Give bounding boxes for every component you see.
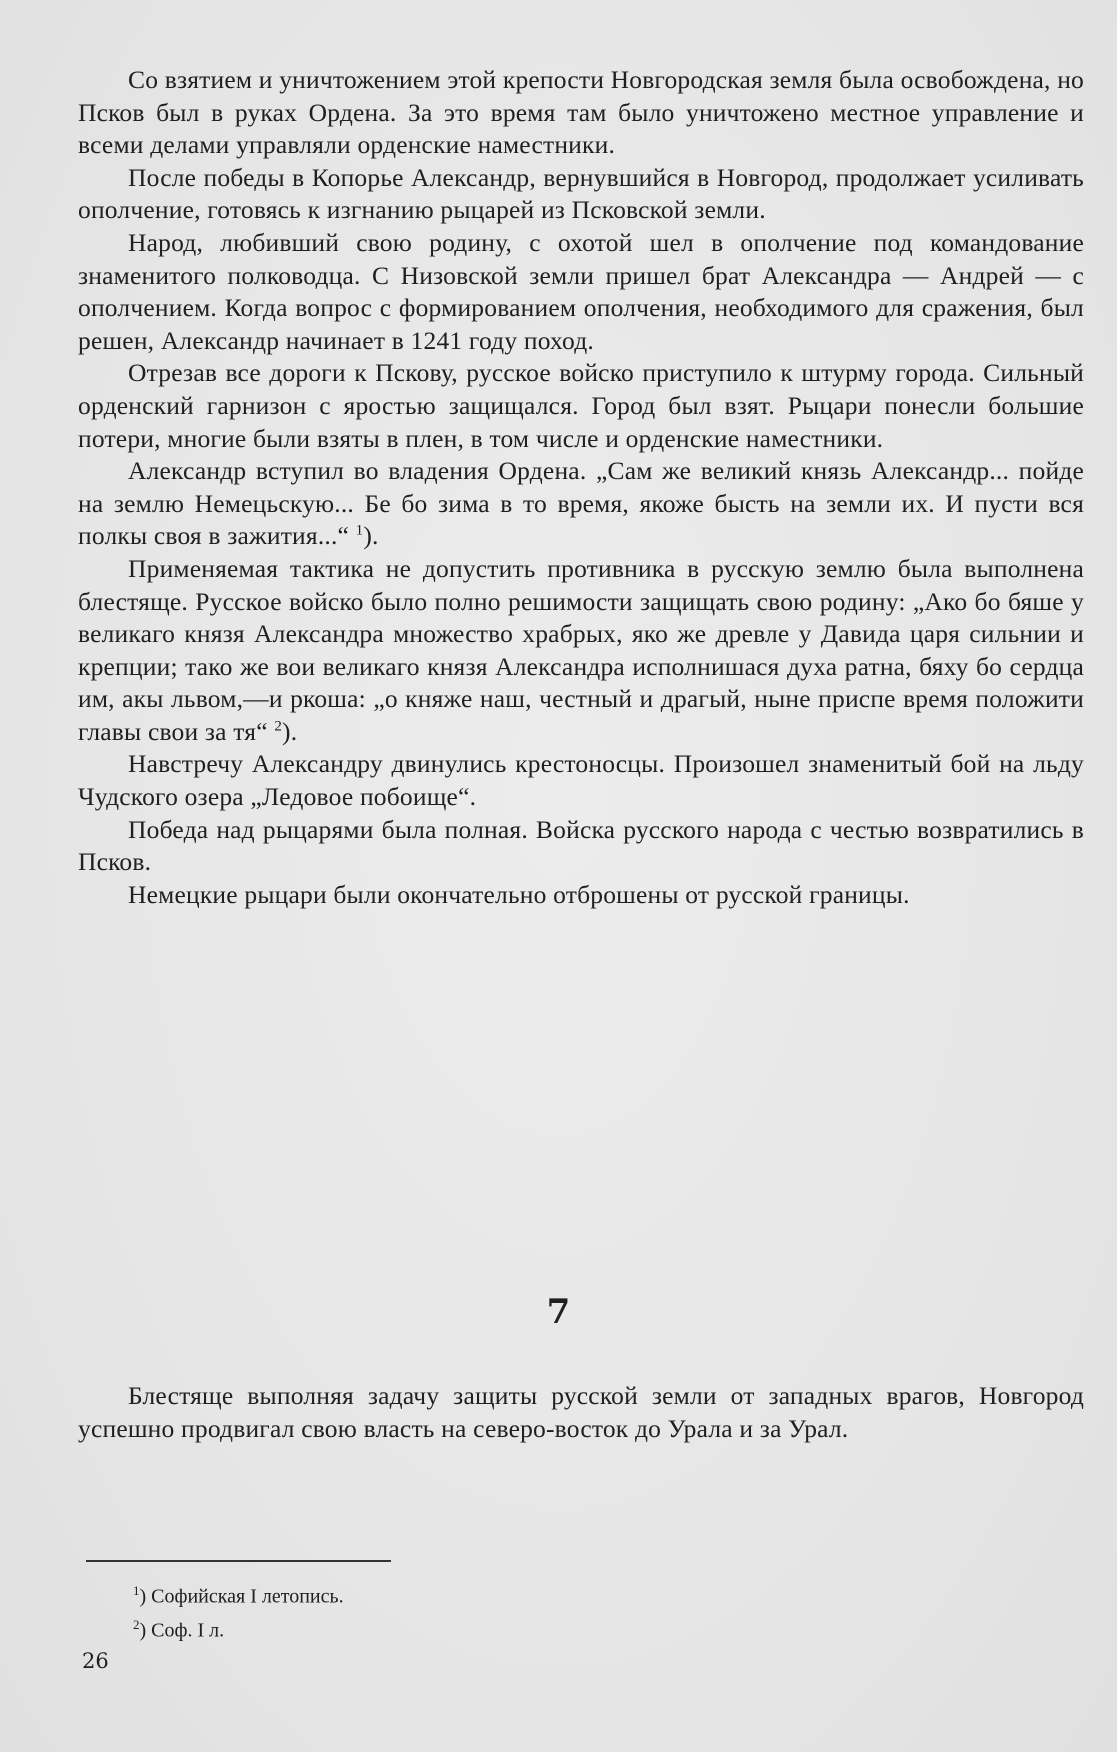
paragraph-with-footnote-1 [78,455,1084,553]
paragraph: После победы в Копорье Александр, вернувшийся в Новгород, продолжает усиливать ополчение, готовясь к изгнанию рыцарей из Псковской земли. [78,162,1084,225]
footnote-mark: 2 [133,1616,140,1632]
paragraph: Немецкие рыцари были окончательно отброшены от русской границы. [128,879,910,909]
footnote-text: ) Соф. I л. [139,1619,225,1642]
footnote-mark: 1 [133,1583,140,1598]
page-number: 26 [82,1649,109,1673]
paragraph: Отрезав все дороги к Пскову, русское войско приступило к штурму города. Сильный орденский гарнизон с яростью защищался. Город был взят. Рыцари понесли большие потери, многие были взяты в плен, в том числе и орденские наместники. [78,358,1084,453]
paragraph: Со взятием и уничтожением этой крепости Новгородская земля была освобождена, но Псков был в руках Ордена. За это время там было уничтожено местное управление и всеми делами управляли орденские наместники. [78,65,1085,160]
footnote [133,1611,344,1645]
footnote-divider [86,1560,391,1562]
paragraph: Навстречу Александру двинулись крестоносцы. Произошел знаменитый бой на льду Чудского озера „Ледовое побоище“. [78,749,1084,812]
paragraph-tail: ). [363,521,379,551]
chapter-number: 7 [546,1292,571,1332]
footnote-ref: 1 [355,522,364,539]
footnote-ref: 2 [274,718,283,735]
paragraph-with-footnote-2 [78,553,1084,749]
paragraph-tail: ). [282,716,298,746]
paragraph: Победа над рыцарями была полная. Войска русского народа с честью возвратились в Псков. [78,814,1084,877]
main-text [78,64,1084,911]
paragraph-text: Применяемая тактика не допустить противника в русскую землю была выполнена блестяще. Русское войско было полно решимости защищать свою родину: „Ако бо бяше у великаго князя Александра множество храбрых, яко же древле у Давида царя сильнии и крепции; тако же вои великаго князя Александра исполнишася духа ратна, бяху бо сердца им, акы львом,—и ркоша: „о княже наш, честный и драгый, ныне приспе время положити главы свои за тя“ [78,553,1084,746]
footnote [133,1577,344,1611]
paragraph: Народ, любивший свою родину, с охотой шел в ополчение под командование знаменитого полководца. С Низовской земли пришел брат Александра — Андрей — с ополчением. Когда вопрос с формированием ополчения, необходимого для сражения, был решен, Александр начинает в 1241 году поход. [78,227,1084,355]
paragraph: Блестяще выполняя задачу защиты русской земли от западных врагов, Новгород успешно продвигал свою власть на северо-восток до Урала и за Урал. [78,1381,1084,1443]
chapter-text [78,1380,1084,1445]
paragraph-text: Александр вступил во владения Ордена. „Сам же великий князь Александр... пойде на землю Немецьскую... Бе бо зима в то время, якоже бысть на земли их. И пусти вся полкы своя в зажития...“ [78,456,1084,551]
footnote-text: ) Софийская I летопись. [139,1585,344,1608]
footnotes [133,1577,344,1644]
